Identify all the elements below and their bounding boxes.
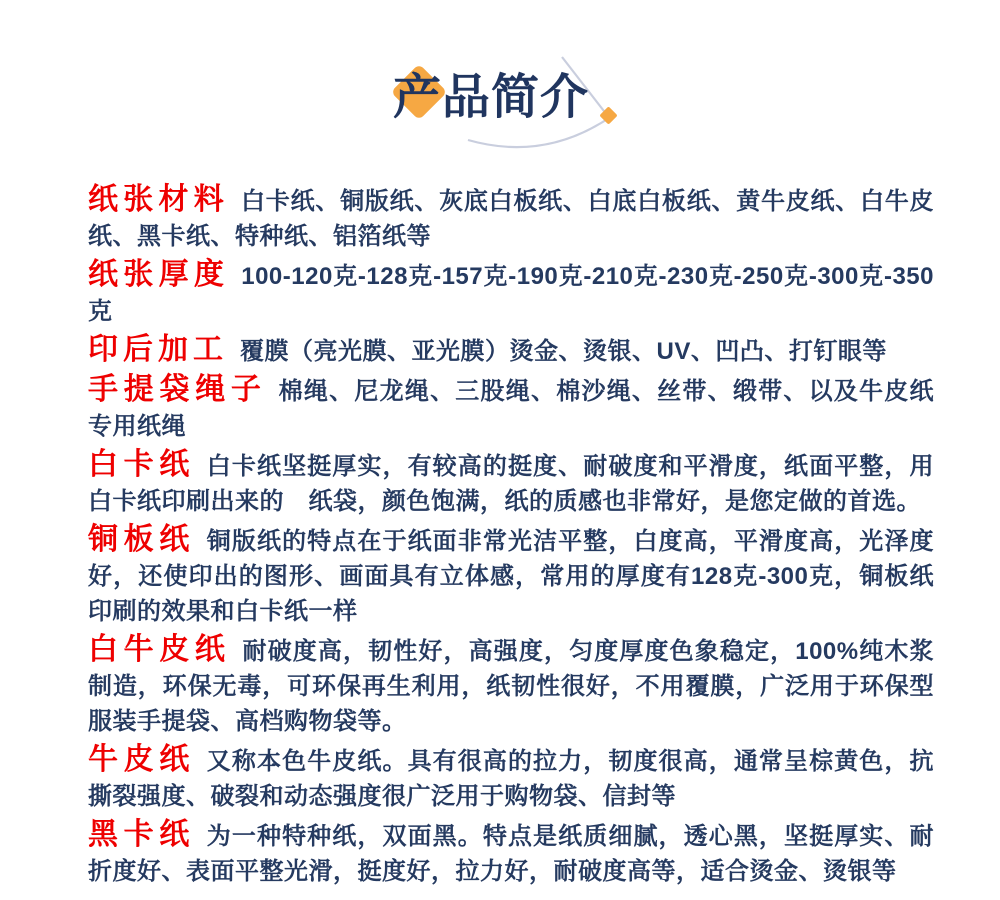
section-black-cardboard [88,817,934,889]
section-text: 铜版纸的特点在于纸面非常光洁平整，白度高，平滑度高，光泽度好，还使印出的图形、画面具有立体感，常用的厚度有128克-300克，铜板纸印刷的效果和白卡纸一样 [88,528,935,625]
section-label: 白牛皮纸 [88,633,231,666]
page-title: 产品简介 [393,71,590,124]
section-label: 黑卡纸 [88,818,195,851]
section-text: 耐破度高，韧性好，高强度，匀度厚度色象稳定，100%纯木浆制造，环保无毒，可环保再生利用，纸韧性很好，不用覆膜，广泛用于环保型服装手提袋、高档购物袋等。 [88,638,934,735]
section-paper-thickness [88,257,934,329]
section-white-cardboard [88,447,934,519]
section-label: 牛皮纸 [88,743,195,776]
section-paper-material [88,182,934,254]
section-text: 棉绳、尼龙绳、三股绳、棉沙绳、丝带、缎带、以及牛皮纸专用纸绳 [88,378,935,440]
section-label: 印后加工 [88,333,228,366]
sections-list [88,182,934,892]
section-label: 纸张材料 [88,183,230,216]
section-label: 手提袋绳子 [88,373,267,406]
title-block [0,0,1000,170]
section-text: 又称本色牛皮纸。具有很高的拉力，韧度很高，通常呈棕黄色，抗撕裂强度、破裂和动态强度很广泛用于购物袋、信封等 [88,748,935,810]
section-label: 铜板纸 [88,523,195,556]
section-text: 100-120克-128克-157克-190克-210克-230克-250克-300克-350克 [88,263,935,325]
section-label: 白卡纸 [88,448,195,481]
section-handle-rope [88,372,934,444]
section-text: 覆膜（亮光膜、亚光膜）烫金、烫银、UV、凹凸、打钉眼等 [240,338,887,365]
section-text: 白卡纸坚挺厚实，有较高的挺度、耐破度和平滑度，纸面平整，用白卡纸印刷出来的 纸袋，颜色饱满，纸的质感也非常好，是您定做的首选。 [88,453,935,515]
section-text: 白卡纸、铜版纸、灰底白板纸、白底白板纸、黄牛皮纸、白牛皮纸、黑卡纸、特种纸、铝箔纸等 [88,188,935,250]
section-white-kraft-paper [88,632,934,739]
section-label: 纸张厚度 [88,258,230,291]
section-kraft-paper [88,742,934,814]
section-post-print-finishing [88,332,934,369]
section-coated-paper [88,522,934,629]
section-text: 为一种特种纸，双面黑。特点是纸质细腻，透心黑，坚挺厚实、耐折度好、表面平整光滑，挺度好，拉力好，耐破度高等，适合烫金、烫银等 [88,823,935,885]
